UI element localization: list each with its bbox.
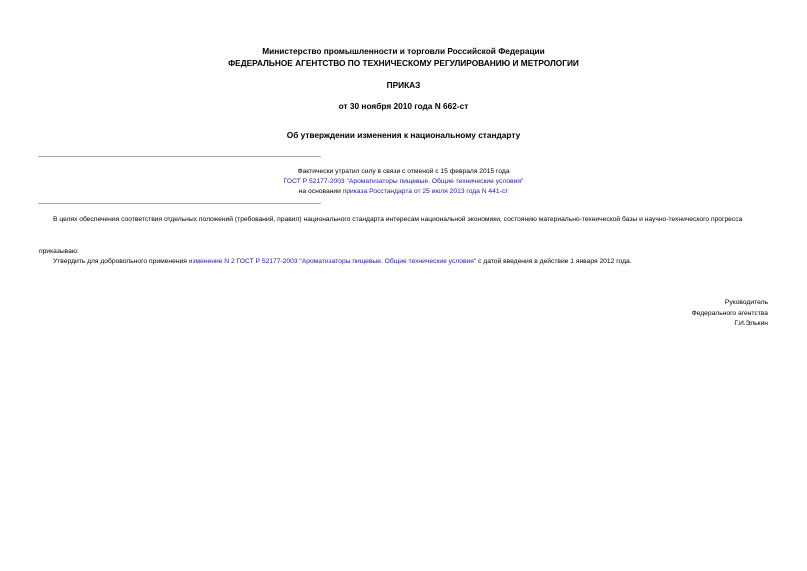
- divider-bottom: [38, 203, 321, 204]
- amendment-link[interactable]: изменение N 2 ГОСТ Р 52177-2003 "Ароматизаторы пищевые. Общие технические условия": [188, 258, 477, 265]
- document-title: Об утверждении изменения к национальному стандарту: [286, 130, 521, 140]
- intro-paragraph: В целях обеспечения соответствия отдельных положений (требований, правил) национального стандарта интересам национальной экономики, состоянию материально-технической базы и научно-технического прогресса: [53, 216, 743, 223]
- basis-prefix: на основании: [298, 188, 343, 195]
- document-date-number: от 30 ноября 2010 года N 662-ст: [338, 101, 469, 111]
- approve-prefix: Утвердить для добровольного применения: [53, 258, 189, 265]
- status-note-basis: [0, 188, 807, 195]
- standard-link[interactable]: ГОСТ Р 52177-2003 "Ароматизаторы пищевые. Общие технические условия": [283, 178, 524, 185]
- signature-position: Руководитель: [724, 299, 768, 306]
- order-word: приказываю:: [39, 248, 79, 255]
- document-type: ПРИКАЗ: [386, 80, 421, 90]
- signature-organization: Федерального агентства: [691, 310, 768, 317]
- status-note-standard: [0, 178, 807, 185]
- approve-suffix: с датой введения в действие 1 января 2012 года.: [476, 258, 632, 265]
- status-note-line: Фактически утратил силу в связи с отменой с 15 февраля 2015 года: [297, 168, 510, 175]
- ministry-heading: Министерство промышленности и торговли Российской Федерации: [262, 46, 545, 56]
- basis-order-link[interactable]: приказа Росстандарта от 25 июля 2013 года N 441-ст: [342, 188, 509, 195]
- agency-heading: ФЕДЕРАЛЬНОЕ АГЕНТСТВО ПО ТЕХНИЧЕСКОМУ РЕГУЛИРОВАНИЮ И МЕТРОЛОГИИ: [228, 58, 579, 68]
- approve-paragraph: [53, 257, 632, 268]
- signature-name: Г.И.Элькин: [734, 320, 768, 327]
- divider-top: [38, 156, 321, 157]
